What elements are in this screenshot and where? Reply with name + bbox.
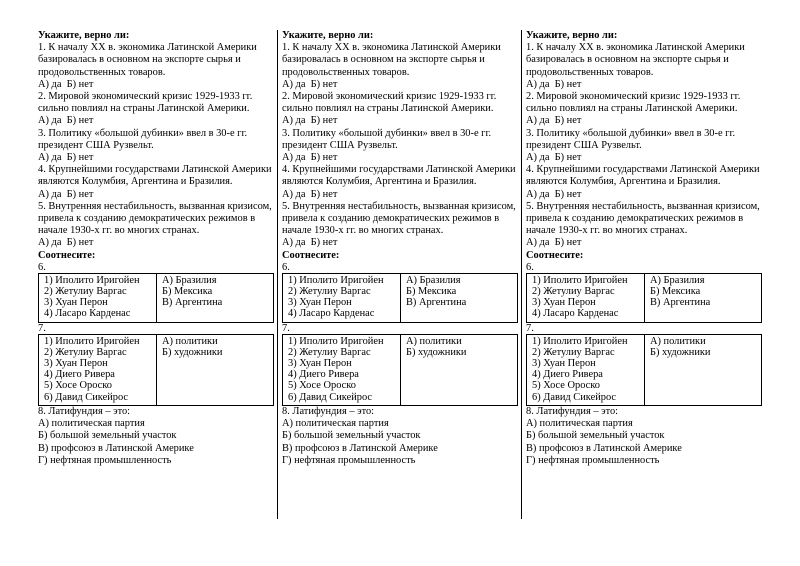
- quiz-column: [526, 30, 762, 467]
- match-item: 5) Хосе Ороско: [532, 380, 600, 392]
- match-item: В) Аргентина: [406, 297, 467, 309]
- match-item: 6) Давид Сикейрос: [44, 391, 129, 403]
- question-3-answers: А) да Б) нет: [38, 152, 94, 164]
- question-1-text: 1. К началу XX в. экономика Латинской Америки базировалась в основном на экспорте сырья и продовольственных товаров.: [526, 42, 745, 78]
- question-2-text: 2. Мировой экономический кризис 1929-1933 гг. сильно повлиял на страны Латинской Америки.: [282, 91, 497, 115]
- match-item: 4) Ласаро Карденас: [288, 308, 375, 320]
- match-item: 3) Хуан Перон: [532, 358, 596, 370]
- question-5-text: 5. Внутренняя нестабильность, вызванная кризисом, привела к созданию демократических режимов в начале 1930-х гг. во многих странах.: [526, 200, 760, 237]
- table-row: [39, 334, 274, 405]
- question-3-text: 3. Политику «большой дубинки» ввел в 30-е гг. президент США Рузвельт.: [526, 127, 736, 151]
- question-4-answers: А) да Б) нет: [282, 188, 338, 200]
- match-item: А) политики: [406, 335, 462, 347]
- question-8-option-a: А) политическая партия: [38, 418, 145, 430]
- question-8-text: 8. Латифундия – это:: [526, 405, 619, 417]
- match-item: 6) Давид Сикейрос: [288, 391, 373, 403]
- match-7-left-cell: [39, 334, 157, 405]
- question-1-answers: А) да Б) нет: [526, 78, 582, 90]
- question-8-text: 8. Латифундия – это:: [38, 405, 131, 417]
- match-6-left-cell: [39, 273, 157, 322]
- true-false-heading: Укажите, верно ли:: [526, 30, 618, 41]
- question-2-text: 2. Мировой экономический кризис 1929-1933 гг. сильно повлиял на страны Латинской Америки.: [526, 91, 741, 115]
- match-item: 1) Иполито Иригойен: [44, 274, 140, 286]
- match-6-left-cell: [527, 273, 645, 322]
- match-item: 2) Жетулиу Варгас: [532, 286, 615, 298]
- match-item: 2) Жетулиу Варгас: [288, 286, 371, 298]
- match-item: 1) Иполито Иригойен: [288, 335, 384, 347]
- match-item: А) Бразилия: [406, 274, 461, 286]
- question-8-option-b: Б) большой земельный участок: [526, 430, 665, 442]
- quiz-column: [282, 30, 518, 467]
- match-item: 2) Жетулиу Варгас: [288, 346, 371, 358]
- match-7-table: [282, 334, 518, 406]
- question-8-option-b: Б) большой земельный участок: [282, 430, 421, 442]
- match-item: 1) Иполито Иригойен: [44, 335, 140, 347]
- question-4-text: 4. Крупнейшими государствами Латинской Америки являются Колумбия, Аргентина и Бразилия.: [282, 164, 516, 188]
- match-item: 3) Хуан Перон: [532, 297, 596, 309]
- question-8-option-a: А) политическая партия: [526, 418, 633, 430]
- match-item: 3) Хуан Перон: [44, 358, 108, 370]
- question-1-answers: А) да Б) нет: [282, 78, 338, 90]
- question-4-text: 4. Крупнейшими государствами Латинской Америки являются Колумбия, Аргентина и Бразилия.: [38, 164, 272, 188]
- question-3-answers: А) да Б) нет: [282, 152, 338, 164]
- question-5-text: 5. Внутренняя нестабильность, вызванная кризисом, привела к созданию демократических режимов в начале 1930-х гг. во многих странах.: [282, 200, 516, 237]
- question-8-option-g: Г) нефтяная промышленность: [526, 454, 660, 466]
- match-7-left-cell: [527, 334, 645, 405]
- question-5-answers: А) да Б) нет: [38, 237, 94, 249]
- question-3-answers: А) да Б) нет: [526, 152, 582, 164]
- columns-container: [38, 30, 762, 467]
- question-1-answers: А) да Б) нет: [38, 78, 94, 90]
- match-item: 1) Иполито Иригойен: [532, 274, 628, 286]
- match-item: Б) художники: [162, 346, 223, 358]
- question-5-answers: А) да Б) нет: [282, 237, 338, 249]
- match-7-right-cell: [401, 334, 518, 405]
- match-item: Б) художники: [406, 346, 467, 358]
- question-2-answers: А) да Б) нет: [526, 115, 582, 127]
- match-item: 3) Хуан Перон: [288, 358, 352, 370]
- match-7-number: 7.: [38, 322, 46, 334]
- match-7-table: [38, 334, 274, 406]
- column-divider-2: [521, 30, 522, 519]
- match-6-number: 6.: [282, 261, 290, 273]
- match-7-number: 7.: [526, 322, 534, 334]
- match-6-number: 6.: [526, 261, 534, 273]
- question-3-text: 3. Политику «большой дубинки» ввел в 30-е гг. президент США Рузвельт.: [38, 127, 248, 151]
- question-8-option-g: Г) нефтяная промышленность: [282, 454, 416, 466]
- match-item: Б) Мексика: [162, 286, 213, 298]
- table-row: [527, 334, 762, 405]
- column-divider-1: [277, 30, 278, 519]
- question-8-option-g: Г) нефтяная промышленность: [38, 454, 172, 466]
- match-item: В) Аргентина: [650, 297, 711, 309]
- match-7-number: 7.: [282, 322, 290, 334]
- match-item: 1) Иполито Иригойен: [532, 335, 628, 347]
- table-row: [283, 334, 518, 405]
- match-item: А) Бразилия: [162, 274, 217, 286]
- match-item: 1) Иполито Иригойен: [288, 274, 384, 286]
- match-item: 2) Жетулиу Варгас: [44, 346, 127, 358]
- match-item: Б) Мексика: [406, 286, 457, 298]
- question-8-option-v: В) профсоюз в Латинской Америке: [526, 442, 682, 454]
- match-7-table: [526, 334, 762, 406]
- question-2-answers: А) да Б) нет: [38, 115, 94, 127]
- match-item: В) Аргентина: [162, 297, 223, 309]
- true-false-heading: Укажите, верно ли:: [282, 30, 374, 41]
- question-8-option-v: В) профсоюз в Латинской Америке: [282, 442, 438, 454]
- match-item: 5) Хосе Ороско: [288, 380, 356, 392]
- match-heading: Соотнесите:: [282, 249, 340, 261]
- question-3-text: 3. Политику «большой дубинки» ввел в 30-е гг. президент США Рузвельт.: [282, 127, 492, 151]
- match-item: 4) Диего Ривера: [532, 369, 603, 381]
- match-6-right-cell: [157, 273, 274, 322]
- match-6-table: [282, 273, 518, 323]
- match-item: Б) Мексика: [650, 286, 701, 298]
- match-7-right-cell: [157, 334, 274, 405]
- question-2-answers: А) да Б) нет: [282, 115, 338, 127]
- match-item: 2) Жетулиу Варгас: [44, 286, 127, 298]
- match-item: 3) Хуан Перон: [44, 297, 108, 309]
- true-false-heading: Укажите, верно ли:: [38, 30, 130, 41]
- match-6-right-cell: [401, 273, 518, 322]
- match-item: 4) Диего Ривера: [288, 369, 359, 381]
- match-7-right-cell: [645, 334, 762, 405]
- match-item: А) политики: [162, 335, 218, 347]
- question-8-option-v: В) профсоюз в Латинской Америке: [38, 442, 194, 454]
- match-item: 3) Хуан Перон: [288, 297, 352, 309]
- match-heading: Соотнесите:: [526, 249, 584, 261]
- match-item: 4) Ласаро Карденас: [532, 308, 619, 320]
- match-heading: Соотнесите:: [38, 249, 96, 261]
- match-6-left-cell: [283, 273, 401, 322]
- match-item: А) Бразилия: [650, 274, 705, 286]
- question-4-answers: А) да Б) нет: [526, 188, 582, 200]
- match-item: Б) художники: [650, 346, 711, 358]
- question-1-text: 1. К началу XX в. экономика Латинской Америки базировалась в основном на экспорте сырья и продовольственных товаров.: [38, 42, 257, 78]
- match-item: 6) Давид Сикейрос: [532, 391, 617, 403]
- match-item: 4) Диего Ривера: [44, 369, 115, 381]
- question-5-answers: А) да Б) нет: [526, 237, 582, 249]
- match-item: А) политики: [650, 335, 706, 347]
- match-item: 4) Ласаро Карденас: [44, 308, 131, 320]
- match-6-right-cell: [645, 273, 762, 322]
- table-row: [283, 273, 518, 322]
- quiz-column: [38, 30, 274, 467]
- question-4-answers: А) да Б) нет: [38, 188, 94, 200]
- table-row: [39, 273, 274, 322]
- question-1-text: 1. К началу XX в. экономика Латинской Америки базировалась в основном на экспорте сырья и продовольственных товаров.: [282, 42, 501, 78]
- table-row: [527, 273, 762, 322]
- match-6-number: 6.: [38, 261, 46, 273]
- match-item: 2) Жетулиу Варгас: [532, 346, 615, 358]
- match-7-left-cell: [283, 334, 401, 405]
- question-4-text: 4. Крупнейшими государствами Латинской Америки являются Колумбия, Аргентина и Бразилия.: [526, 164, 760, 188]
- question-5-text: 5. Внутренняя нестабильность, вызванная кризисом, привела к созданию демократических режимов в начале 1930-х гг. во многих странах.: [38, 200, 272, 237]
- question-8-option-a: А) политическая партия: [282, 418, 389, 430]
- match-6-table: [38, 273, 274, 323]
- question-8-option-b: Б) большой земельный участок: [38, 430, 177, 442]
- match-6-table: [526, 273, 762, 323]
- question-2-text: 2. Мировой экономический кризис 1929-1933 гг. сильно повлиял на страны Латинской Америки.: [38, 91, 253, 115]
- question-8-text: 8. Латифундия – это:: [282, 405, 375, 417]
- match-item: 5) Хосе Ороско: [44, 380, 112, 392]
